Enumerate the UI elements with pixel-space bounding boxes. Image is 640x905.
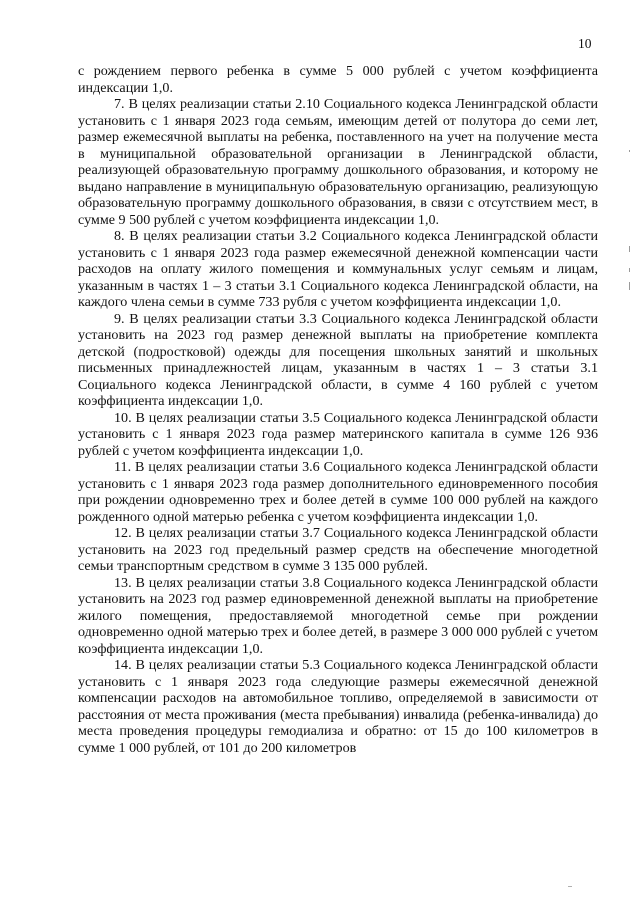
scan-mark — [629, 246, 630, 252]
document-body — [78, 63, 598, 756]
paragraph-10: 10. В целях реализации статьи 3.5 Социального кодекса Ленинградской области установить с 1 января 2023 года размер материнского капитала в сумме 126 936 рублей с учетом коэффициента индексации 1,0. — [78, 409, 598, 459]
scan-margin-marks — [627, 150, 633, 410]
scan-mark — [629, 282, 630, 290]
scan-mark — [568, 886, 572, 887]
page-number: 10 — [578, 36, 592, 51]
paragraph-8: 8. В целях реализации статьи 3.2 Социального кодекса Ленинградской области установить с 1 января 2023 года размер ежемесячной денежной компенсации части расходов на оплату жилого помещения и коммунальных услуг семьям и лицам, указанным в частях 1 – 3 статьи 3.1 Социального кодекса Ленинградской области, на каждого члена семьи в сумме 733 рубля с учетом коэффициента индексации 1,0. — [78, 228, 598, 310]
paragraph-14: 14. В целях реализации статьи 5.3 Социального кодекса Ленинградской области установить с 1 января 2023 года следующие размеры ежемесячной денежной компенсации расходов на автомобильное топливо, определяемой в зависимости от расстояния от места проживания (места пребывания) инвалида (ребенка-инвалида) до места проведения процедуры гемодиализа и обратно: от 15 до 100 километров в сумме 1 000 рублей, от 101 до 200 километров — [78, 657, 598, 756]
scan-mark — [629, 150, 630, 152]
paragraph-12: 12. В целях реализации статьи 3.7 Социального кодекса Ленинградской области установить на 2023 год предельный размер средств на обеспечение многодетной семьи транспортным средством в сумме 3 135 000 рублей. — [78, 525, 598, 574]
paragraph-9: 9. В целях реализации статьи 3.3 Социального кодекса Ленинградской области установить на 2023 год размер денежной выплаты на приобретение комплекта детской (подростковой) одежды для посещения школьных занятий и школьных письменных принадлежностей лицам, указанным в частях 1 – 3 статьи 3.1 Социального кодекса Ленинградской области, в сумме 4 160 рублей с учетом коэффициента индексации 1,0. — [78, 310, 598, 409]
scan-mark — [629, 268, 630, 272]
paragraph-7: 7. В целях реализации статьи 2.10 Социального кодекса Ленинградской области установить с 1 января 2023 года семьям, имеющим детей от полутора до семи лет, размер ежемесячной выплаты на ребенка, поставленного на учет на получение места в муниципальной образовательной организации в Ленинградской области, реализующей образовательную программу дошкольного образования, и которому не выдано направление в муниципальную образовательную организацию, реализующую образовательную программу дошкольного образования, в связи с отсутствием мест, в сумме 9 500 рублей с учетом коэффициента индексации 1,0. — [78, 96, 598, 228]
paragraph-13: 13. В целях реализации статьи 3.8 Социального кодекса Ленинградской области установить на 2023 год размер единовременной денежной выплаты на приобретение жилого помещения, предоставляемой многодетной семье при рождении одновременно одной матерью трех и более детей, в размере 3 000 000 рублей с учетом коэффициента индексации 1,0. — [78, 574, 598, 657]
paragraph-6-continuation: с рождением первого ребенка в сумме 5 000 рублей с учетом коэффициента индексации 1,0. — [78, 63, 598, 96]
paragraph-11: 11. В целях реализации статьи 3.6 Социального кодекса Ленинградской области установить с 1 января 2023 года размер дополнительного единовременного пособия при рождении одновременно трех и более детей в сумме 100 000 рублей на каждого рожденного одной матерью ребенка с учетом коэффициента индексации 1,0. — [78, 459, 598, 525]
